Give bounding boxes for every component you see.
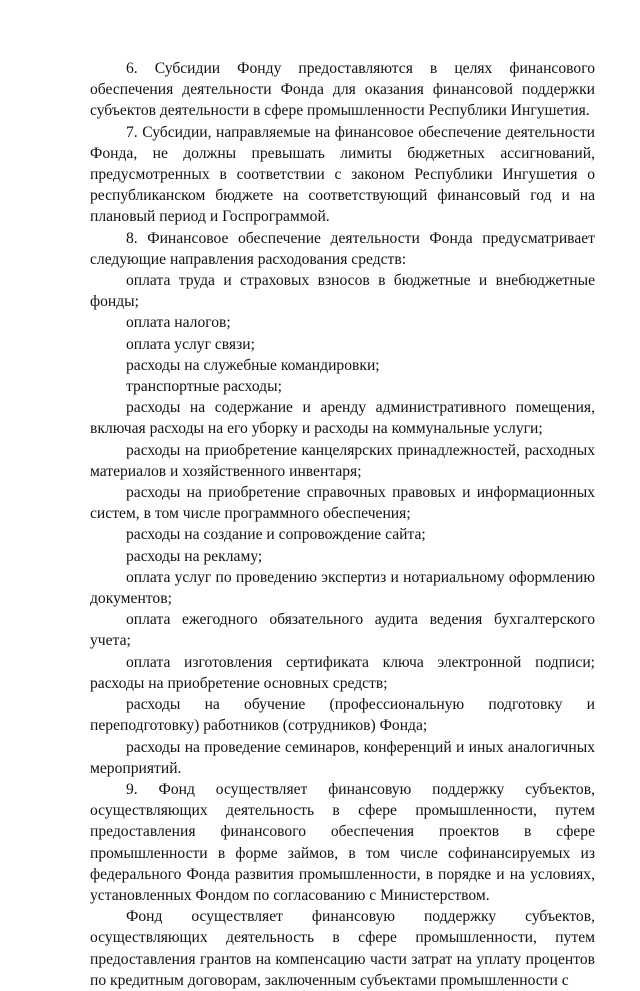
list-item: расходы на проведение семинаров, конференций и иных аналогичных мероприятий. [90, 738, 595, 777]
list-item: оплата труда и страховых взносов в бюджетные и внебюджетные фонды; [90, 272, 595, 311]
list-item: расходы на рекламу; [126, 547, 263, 565]
list-item: расходы на содержание и аренду административного помещения, включая расходы на его уборку и расходы на коммунальные услуги; [90, 399, 595, 438]
list-item: расходы на приобретение справочных правовых и информационных систем, в том числе программного обеспечения; [90, 484, 595, 523]
list-item: транспортные расходы; [126, 378, 282, 396]
list-item: оплата услуг по проведению экспертиз и нотариальному оформлению документов; [90, 568, 595, 608]
list-item: расходы на служебные командировки; [126, 356, 380, 374]
paragraph-fund-grants: Фонд осуществляет финансовую поддержку субъектов, осуществляющих деятельность в сфере промышленности, путем предоставления грантов на компенсацию части затрат на уплату процентов по кредитным договорам, заключенным субъектами промышленности с [90, 908, 595, 989]
list-item: оплата ежегодного обязательного аудита ведения бухгалтерского учета; [90, 611, 595, 650]
list-item: оплата налогов; [126, 314, 231, 332]
paragraph-9: 9. Фонд осуществляет финансовую поддержку субъектов, осуществляющих деятельность в сфере промышленности, путем предоставления финансового обеспечения проектов в сфере промышленности в форме займов, в том числе софинансируемых из федерального Фонда развития промышленности, в порядке и на условиях, установленных Фондом по согласованию с Министерством. [90, 780, 595, 904]
list-item: оплата изготовления сертификата ключа электронной подписи; расходы на приобретение основных средств; [90, 653, 595, 692]
paragraph-8: 8. Финансовое обеспечение деятельности Фонда предусматривает следующие направления расходования средств: [90, 229, 595, 268]
paragraph-6: 6. Субсидии Фонду предоставляются в целях финансового обеспечения деятельности Фонда для оказания финансовой поддержки субъектов деятельности в сфере промышленности Республики Ингушетия. [90, 60, 595, 120]
list-item: расходы на приобретение канцелярских принадлежностей, расходных материалов и хозяйственного инвентаря; [90, 441, 595, 480]
paragraph-7: 7. Субсидии, направляемые на финансовое обеспечение деятельности Фонда, не должны превышать лимиты бюджетных ассигнований, предусмотренных в соответствии с законом Республики Ингушетия о республиканском бюджете на соответствующий финансовый год и на плановый период и Госпрограммой. [90, 123, 595, 226]
list-item: оплата услуг связи; [126, 335, 255, 353]
list-item: расходы на обучение (профессиональную подготовку и переподготовку) работников (сотрудников) Фонда; [90, 696, 595, 735]
list-item: расходы на создание и сопровождение сайта; [126, 526, 426, 544]
document-page [90, 58, 595, 991]
